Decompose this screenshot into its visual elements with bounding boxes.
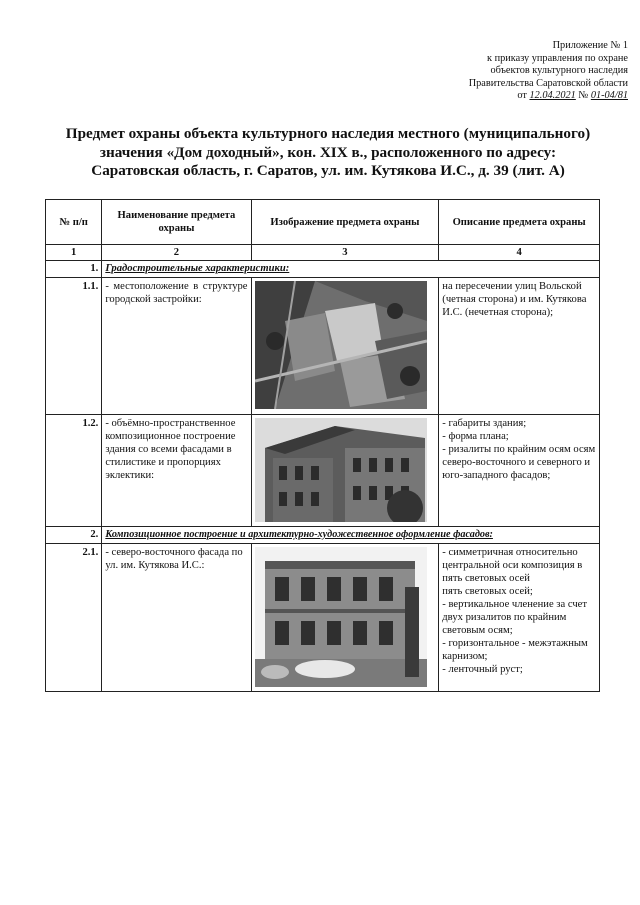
appendix-line-4: Правительства Саратовской области [468,77,628,89]
header-description: Описание предмета охраны [439,200,600,245]
row-name: - северо-восточного фасада по ул. им. Кутякова И.С.: [102,544,251,692]
appendix-line-3: объектов культурного наследия [490,65,628,77]
number-value: 01-04/81 [590,90,628,102]
date-value: 12.04.2021 [529,90,576,102]
date-prefix: от [517,90,527,102]
row-image-cell [251,544,439,692]
description-list [442,417,596,482]
column-number: 3 [251,245,439,261]
description-list [442,280,596,319]
description-item: пять световых осей; [442,586,533,597]
description-item: - симметричная относительно центральной оси композиция в пять световых осей [442,547,583,584]
description-item: на пересечении улиц Вольской (четная сторона) и им. Кутякова И.С. (нечетная сторона); [442,281,587,318]
row-number: 2.1. [46,544,102,692]
description-item: - габариты здания; [442,418,527,429]
header-number: № п/п [46,200,102,245]
row-description [439,278,600,415]
building-photo [255,418,427,522]
section-title: Композиционное построение и архитектурно-художественное оформление фасадов: [102,527,600,544]
appendix-line-1: Приложение № 1 [552,40,628,51]
section-title: Градостроительные характеристики: [102,261,600,278]
document-title [38,125,618,181]
title-line-2: значения «Дом доходный», кон. XIX в., расположенного по адресу: [99,143,557,161]
table-row [46,278,600,415]
appendix-line-2: к приказу управления по охране [487,52,628,64]
description-item: - горизонтальное - межэтажным карнизом; [442,638,588,662]
section-number: 2. [46,527,102,544]
number-prefix: № [578,90,589,102]
column-number: 2 [102,245,251,261]
table-row [46,544,600,692]
row-name: - местоположение в структуре городской застройки: [102,278,251,415]
appendix-header [398,40,628,103]
row-description [439,415,600,527]
table-header-row [46,200,600,245]
header-image: Изображение предмета охраны [251,200,439,245]
protection-subject-table [45,199,600,692]
facade-photo [255,547,427,687]
description-item: - ленточный руст; [442,664,523,675]
column-number: 1 [46,245,102,261]
table-row [46,415,600,527]
title-line-3: Саратовская область, г. Саратов, ул. им. Кутякова И.С., д. 39 (лит. А) [91,162,565,179]
description-list [442,546,596,676]
description-item: - ризалиты по крайним осям осям северо-восточного и северного и юго-западного фасадов; [442,444,596,481]
description-item: - вертикальное членение за счет двух ризалитов по крайним световым осям; [442,599,587,636]
description-item: - форма плана; [442,431,509,442]
section-row [46,527,600,544]
row-name: - объёмно-пространственное композиционное построение здания со всеми фасадами в стилистике и пропорциях эклектики: [102,415,251,527]
title-line-1: Предмет охраны объекта культурного наследия местного (муниципального) [65,125,591,142]
section-row [46,261,600,278]
column-number-row [46,245,600,261]
row-description [439,544,600,692]
row-number: 1.2. [46,415,102,527]
row-number: 1.1. [46,278,102,415]
header-name: Наименование предмета охраны [102,200,251,245]
row-image-cell [251,278,439,415]
aerial-photo [255,281,427,409]
column-number: 4 [439,245,600,261]
row-image-cell [251,415,439,527]
section-number: 1. [46,261,102,278]
appendix-date-line [398,90,628,103]
